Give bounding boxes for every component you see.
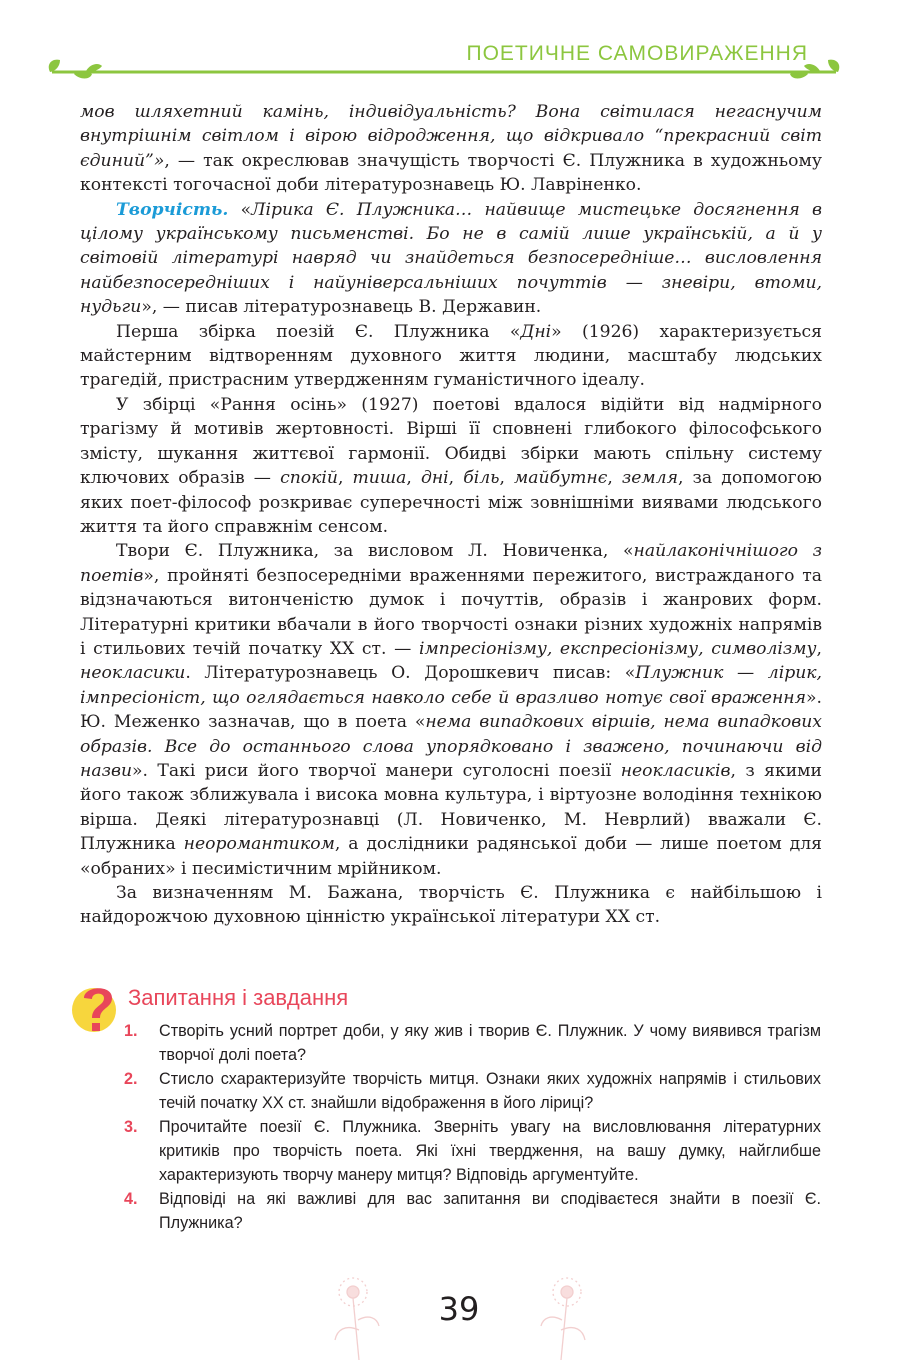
running-header-title: ПОЕТИЧНЕ САМОВИРАЖЕННЯ: [466, 42, 808, 65]
quote-text: мов шляхетний камінь, індивідуальність? Вона світилася негаснучим внутрішнім світлом і вірою відродження, що відкривало “прекрасний світ єдиний”»: [80, 102, 822, 171]
question-item: [124, 1068, 821, 1115]
quote-text: Плужник — лірик, імпресіоніст, що оглядається навколо себе й вразливо нотує свої враження: [80, 663, 822, 708]
paragraph: [80, 320, 822, 393]
paragraph-text: , за допомогою яких поет-філософ розкриває суперечності між зовнішніми виявами людського життя та його справжнім сенсом.: [80, 468, 822, 537]
paragraph-text: . Літературознавець О. Дорошкевич писав: «: [185, 663, 636, 684]
paragraph-text: ,: [448, 468, 464, 489]
page-header: [0, 0, 918, 90]
key-image: земля: [621, 468, 678, 489]
main-text: [80, 100, 822, 930]
key-image: майбутнє: [514, 468, 608, 489]
paragraph: [80, 198, 822, 320]
paragraph-text: ». Такі риси його творчої манери суголосні поезії: [132, 760, 621, 781]
question-text: Створіть усний портрет доби, у яку жив і творив Є. Плужник. У чому виявився трагізм творчої долі поета?: [159, 1022, 821, 1064]
style-terms: неокласиків: [620, 760, 731, 781]
paragraph-text: Твори Є. Плужника, за висловом Л. Новиченка, «: [116, 541, 634, 562]
style-terms: неоромантиком: [183, 834, 335, 855]
question-number: 4.: [124, 1190, 138, 1209]
question-mark-icon: [70, 976, 124, 1038]
question-number: 3.: [124, 1118, 138, 1137]
paragraph-text: ,: [337, 468, 353, 489]
paragraph-text: , — так окреслював значущість творчості Є. Плужника в художньому контексті тогочасної доби літературознавець Ю. Лавріненко.: [80, 150, 822, 196]
paragraph: [80, 881, 822, 930]
question-number: 2.: [124, 1070, 138, 1089]
paragraph-text: », — писав літературознавець В. Державин.: [141, 297, 542, 318]
paragraph-text: , з якими його також зближувала і висока мовна культура, і віртуозне володіння технікою вірша. Деякі літературознавці (Л. Новиченко, М. Неврлий) вважали Є. Плужника: [80, 760, 822, 855]
paragraph-text: ,: [816, 638, 822, 659]
question-item: [124, 1188, 821, 1235]
quote-text: Лірика Є. Плужника… найвище мистецьке досягнення в цілому українському письменстві. Бо не в самій лише українській, а й у світовій літературі навряд чи знайдеться безпосередніше… висловлення найбезпосередніших і найуніверсальніших почуттів — зневіри, втоми, нудьги: [80, 199, 822, 318]
question-text: Прочитайте поезії Є. Плужника. Зверніть увагу на висловлювання літературних критиків про творчість поета. Які їхні твердження, на вашу думку, найглибше характеризують творчу манеру митця? Відповідь аргументуйте.: [159, 1118, 821, 1184]
style-terms: імпресіонізму, експресіонізму, символізму: [418, 638, 817, 659]
paragraph-text: Перша збірка поезій Є. Плужника «: [116, 321, 521, 342]
question-text: Стисло схарактеризуйте творчість митця. Ознаки яких художніх напрямів і стильових течій початку XX ст. знайшли відображення в його ліриці?: [159, 1070, 821, 1112]
term-heading: Творчість.: [116, 199, 229, 220]
paragraph: [80, 393, 822, 539]
quote-text: найлаконічнішого з поетів: [80, 541, 822, 586]
key-image: тиша: [352, 468, 407, 489]
paragraph-text: «: [228, 199, 252, 220]
paragraph-text: » (1926) характеризується майстерним відтворенням духовного життя людини, масштабу людських трагедій, пристрасним утвердженням гуманістичного ідеалу.: [80, 321, 822, 391]
paragraph-text: », пройняті безпосередніми враженнями пережитого, вистражданого та відзначаються витонченістю думок і почуттів, образів і жанрових форм. Літературні критики вбачали в його творчості ознаки різних художніх напрямів і стильових течій початку XX ст. —: [80, 565, 822, 659]
quote-text: нема випадкових віршів, нема випадкових образів. Все до останнього слова упорядковано і зважено, починаючи від назви: [80, 712, 822, 781]
question-text: Відповіді на які важливі для вас запитання ви сподіваєтеся знайти в поезії Є. Плужника?: [159, 1190, 821, 1232]
key-image: спокій: [280, 468, 338, 489]
paragraph: [80, 539, 822, 881]
question-number: 1.: [124, 1022, 138, 1040]
leaf-icon: [49, 60, 102, 79]
paragraph-text: , а дослідники радянської доби — лише поетом для «обраних» і песимістичним мрійником.: [80, 834, 822, 879]
collection-title: Дні: [520, 321, 552, 342]
paragraph-text: ,: [406, 468, 421, 489]
key-image: дні: [420, 468, 449, 489]
paragraph-text: ,: [607, 468, 622, 489]
paragraph: [80, 100, 822, 198]
key-image: біль: [463, 468, 500, 489]
paragraph-text: ». Ю. Меженко зазначав, що в поета «: [80, 687, 822, 733]
paragraph-text: У збірці «Рання осінь» (1927) поетові вдалося відійти від надмірного трагізму й мотивів жертовності. Вірші її сповнені глибокого філософського змісту, шукання життєвої гармонії. Обидві збірки мають спільну систему ключових образів —: [80, 394, 822, 489]
page-number: 39: [438, 1290, 480, 1328]
questions-list: [124, 1020, 821, 1236]
question-item: [124, 1020, 821, 1067]
question-item: [124, 1116, 821, 1187]
paragraph-text: ,: [499, 468, 515, 489]
questions-heading: Запитання і завдання: [128, 985, 349, 1010]
style-terms: неокласики: [80, 663, 186, 684]
paragraph-text: За визначенням М. Бажана, творчість Є. Плужника є найбільшою і найдорожчою духовною цінністю української літератури XX ст.: [80, 883, 822, 928]
